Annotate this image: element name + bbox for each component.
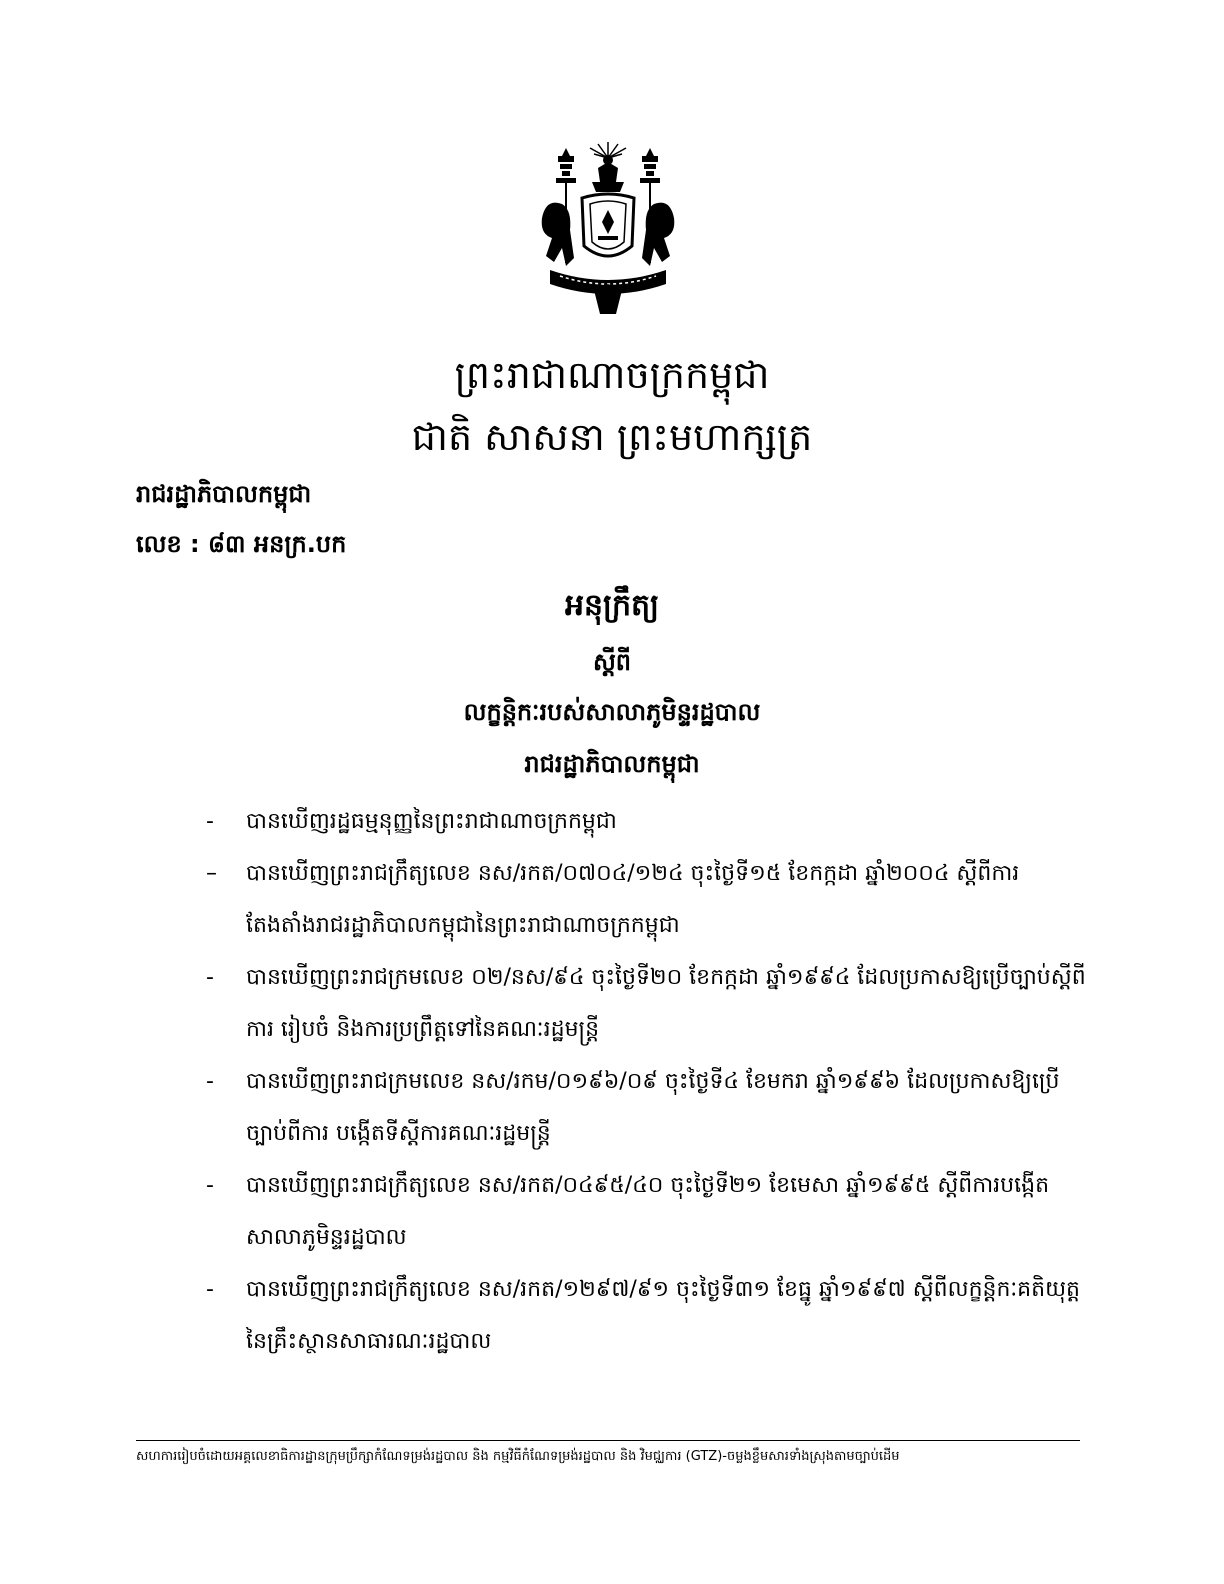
kingdom-name: ព្រះរាជាណាចក្រកម្ពុជា xyxy=(454,353,770,397)
reference-item xyxy=(206,1160,1086,1264)
references-list xyxy=(206,796,1086,1368)
reference-text: បានឃើញរដ្ឋធម្មនុញ្ញនៃព្រះរាជាណាចក្រកម្ពុជា xyxy=(246,809,617,834)
list-dash: - xyxy=(206,965,214,990)
subject-line-2: រាជរដ្ឋាភិបាលកម្ពុជា xyxy=(524,750,700,778)
reference-text: បានឃើញព្រះរាជក្រឹត្យលេខ នស/រកត/១២៩៧/៩១ ចុះថ្ងៃទី៣១ ខែធ្នូ ឆ្នាំ១៩៩៧ ស្តីពីលក្ខន្តិកៈគតិយុត្តនៃគ្រឹះស្ថានសាធារណៈរដ្ឋបាល xyxy=(246,1277,1081,1354)
reference-item xyxy=(206,796,1086,848)
document-number: លេខ : ៨៣ អនក្រ.បក xyxy=(136,530,347,558)
about-label: ស្តីពី xyxy=(592,648,632,676)
document-type-title: អនុក្រឹត្យ xyxy=(564,588,660,623)
footer-divider xyxy=(136,1440,1080,1441)
reference-item xyxy=(206,1264,1086,1368)
issuing-government: រាជរដ្ឋាភិបាលកម្ពុជា xyxy=(136,480,312,508)
footer-note: សហការរៀបចំដោយអគ្គលេខាធិការដ្ឋានក្រុមប្រឹក្សាកំណែទម្រង់រដ្ឋបាល និង កម្មវិធីកំណែទម្រង់រដ្ឋបាល និង វិមជ្ឈការ (GTZ)-ចម្លងខ្លឹមសារទាំងស្រុងតាមច្បាប់ដើម xyxy=(136,1449,900,1464)
list-dash: - xyxy=(206,1173,214,1198)
reference-text: បានឃើញព្រះរាជក្រមលេខ ០២/នស/៩៤ ចុះថ្ងៃទី២០ ខែកក្កដា ឆ្នាំ១៩៩៤ ដែលប្រកាសឱ្យប្រើច្បាប់ស្តីពីការ រៀបចំ និងការប្រព្រឹត្តទៅនៃគណៈរដ្ឋមន្ត្រី xyxy=(246,965,1086,1042)
reference-item xyxy=(206,848,1086,952)
reference-item xyxy=(206,952,1086,1056)
list-dash: - xyxy=(206,1069,214,1094)
list-dash: – xyxy=(206,861,217,886)
royal-coat-of-arms-icon xyxy=(532,138,684,316)
reference-text: បានឃើញព្រះរាជក្រឹត្យលេខ នស/រកត/០៧០៤/១២៤ ចុះថ្ងៃទី១៥ ខែកក្កដា ឆ្នាំ២០០៤ ស្តីពីការតែងតាំងរាជរដ្ឋាភិបាលកម្ពុជានៃព្រះរាជាណាចក្រកម្ពុជា xyxy=(246,861,1020,938)
reference-item xyxy=(206,1056,1086,1160)
list-dash: - xyxy=(206,1277,214,1302)
reference-text: បានឃើញព្រះរាជក្រមលេខ នស/រកម/០១៩៦/០៩ ចុះថ្ងៃទី៤ ខែមករា ឆ្នាំ១៩៩៦ ដែលប្រកាសឱ្យប្រើច្បាប់ពីការ បង្កើតទីស្តីការគណៈរដ្ឋមន្ត្រី xyxy=(246,1069,1060,1146)
subject-line-1: លក្ខន្តិកៈរបស់សាលាភូមិន្ទរដ្ឋបាល xyxy=(463,698,761,726)
reference-text: បានឃើញព្រះរាជក្រឹត្យលេខ នស/រកត/០៤៩៥/៤០ ចុះថ្ងៃទី២១ ខែមេសា ឆ្នាំ១៩៩៥ ស្តីពីការបង្កើតសាលាភូមិន្ទរដ្ឋបាល xyxy=(246,1173,1050,1250)
list-dash: - xyxy=(206,809,214,834)
national-motto: ជាតិ សាសនា ព្រះមហាក្សត្រ xyxy=(411,415,813,459)
